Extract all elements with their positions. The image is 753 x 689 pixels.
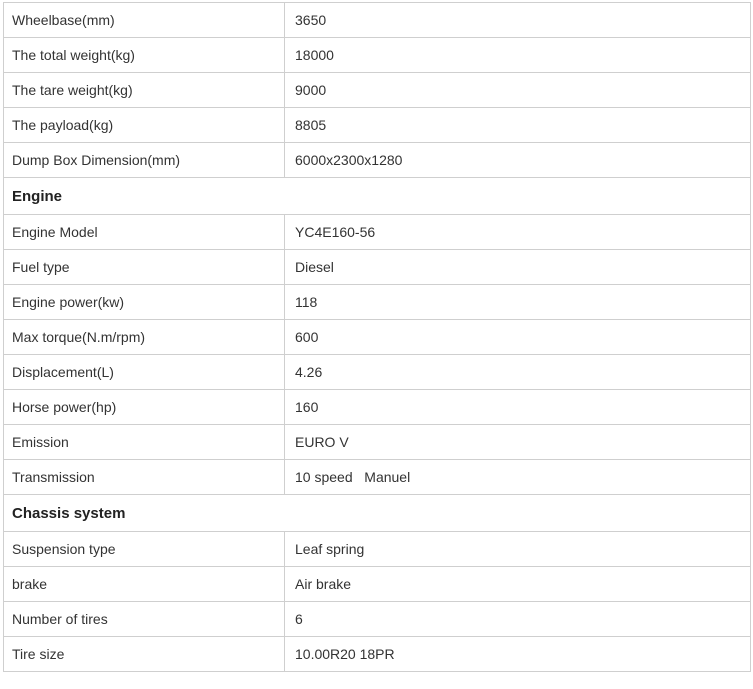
spec-label: Horse power(hp) [4,390,285,425]
section-title: Chassis system [4,495,751,532]
table-row [4,532,751,567]
spec-label: Fuel type [4,250,285,285]
spec-label: Emission [4,425,285,460]
spec-value: 3650 [285,3,751,38]
spec-value: Leaf spring [285,532,751,567]
spec-value: 600 [285,320,751,355]
table-row [4,143,751,178]
spec-value: 6000x2300x1280 [285,143,751,178]
table-row [4,285,751,320]
spec-label: brake [4,567,285,602]
spec-value: 10.00R20 18PR [285,637,751,672]
spec-label: The payload(kg) [4,108,285,143]
table-row [4,320,751,355]
spec-label: The total weight(kg) [4,38,285,73]
spec-label: Displacement(L) [4,355,285,390]
table-row [4,460,751,495]
section-header-row [4,178,751,215]
spec-label: Engine power(kw) [4,285,285,320]
spec-value: 10 speed Manuel [285,460,751,495]
spec-value: YC4E160-56 [285,215,751,250]
table-row [4,38,751,73]
section-header-row [4,495,751,532]
table-row [4,108,751,143]
spec-label: Dump Box Dimension(mm) [4,143,285,178]
table-row [4,73,751,108]
spec-value: 160 [285,390,751,425]
spec-label: Number of tires [4,602,285,637]
spec-value: 6 [285,602,751,637]
table-row [4,355,751,390]
table-row [4,637,751,672]
table-row [4,215,751,250]
spec-value: 18000 [285,38,751,73]
spec-value: 8805 [285,108,751,143]
table-row [4,390,751,425]
spec-value: Diesel [285,250,751,285]
spec-value: EURO V [285,425,751,460]
spec-label: Suspension type [4,532,285,567]
spec-value: 118 [285,285,751,320]
spec-label: Transmission [4,460,285,495]
table-row [4,567,751,602]
table-row [4,425,751,460]
spec-label: Max torque(N.m/rpm) [4,320,285,355]
spec-table [3,2,751,672]
spec-label: The tare weight(kg) [4,73,285,108]
spec-table-body [4,3,751,672]
spec-label: Tire size [4,637,285,672]
section-title: Engine [4,178,751,215]
spec-label: Engine Model [4,215,285,250]
spec-label: Wheelbase(mm) [4,3,285,38]
spec-value: Air brake [285,567,751,602]
spec-value: 4.26 [285,355,751,390]
table-row [4,3,751,38]
table-row [4,602,751,637]
table-row [4,250,751,285]
spec-value: 9000 [285,73,751,108]
